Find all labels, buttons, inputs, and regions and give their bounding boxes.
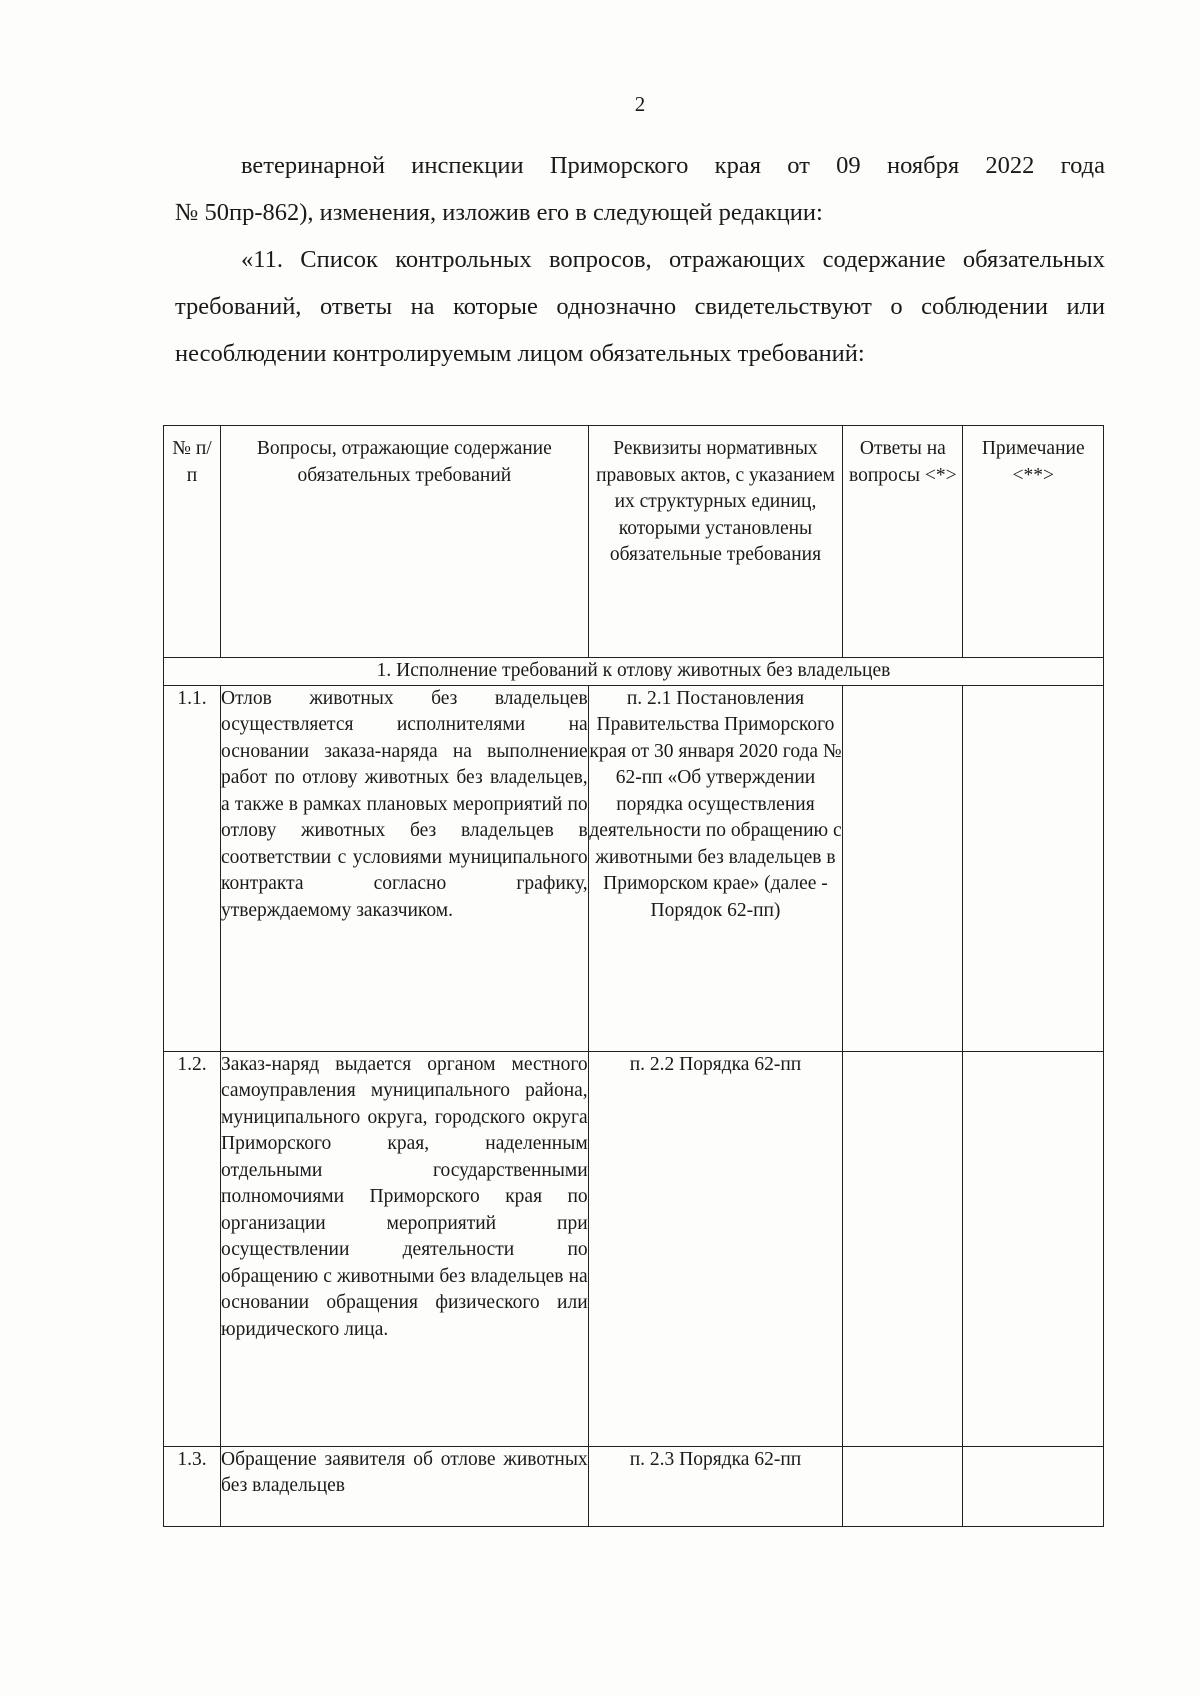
header-question: Вопросы, отражающие содержание обязательных требований [221,426,589,658]
intro-paragraph: «11. Список контрольных вопросов, отражающих содержание обязательных требований, ответы на которые однозначно свидетельствуют о соблюдении или несоблюдении контролируемым лицом обязательных требований: [175,246,1105,367]
table-row [164,1051,1104,1446]
row-answer [843,1446,963,1526]
section-heading-row [164,658,1104,686]
row-note [963,685,1104,1051]
header-requisites: Реквизиты нормативных правовых актов, с указанием их структурных единиц, которыми установлены обязательные требования [588,426,843,658]
table-row [164,1446,1104,1526]
row-number: 1.1. [164,685,221,1051]
row-number: 1.2. [164,1051,221,1446]
page-number: 2 [634,92,646,116]
row-requisites: п. 2.3 Порядка 62-пп [588,1446,843,1526]
row-requisites: п. 2.2 Порядка 62-пп [588,1051,843,1446]
section-heading: 1. Исполнение требований к отлову животных без владельцев [164,658,1104,686]
row-question: Обращение заявителя об отлове животных без владельцев [221,1446,589,1526]
row-note [963,1051,1104,1446]
intro-line-2: № 50пр-862), изменения, изложив его в следующей редакции: [175,199,823,226]
checklist-table [163,425,1104,1527]
row-answer [843,1051,963,1446]
row-note [963,1446,1104,1526]
row-answer [843,685,963,1051]
row-requisites: п. 2.1 Постановления Правительства Приморского края от 30 января 2020 года № 62-пп «Об утверждении порядка осуществления деятельности по обращению с животными без владельцев в Приморском крае» (далее - Порядок 62-пп) [588,685,843,1051]
header-answers: Ответы на вопросы <*> [843,426,963,658]
table-header-row [164,426,1104,658]
header-num: № п/п [164,426,221,658]
table-row [164,685,1104,1051]
row-question: Заказ-наряд выдается органом местного самоуправления муниципального района, муниципального округа, городского округа Приморского края, наделенным отдельными государственными полномочиями Приморского края по организации мероприятий при осуществлении деятельности по обращению с животными без владельцев на основании обращения физического или юридического лица. [221,1051,589,1446]
row-number: 1.3. [164,1446,221,1526]
intro-line-1: ветеринарной инспекции Приморского края от 09 ноября 2022 года [241,152,1105,179]
intro-text [175,142,1105,377]
row-question: Отлов животных без владельцев осуществляется исполнителями на основании заказа-наряда на выполнение работ по отлову животных без владельцев, а также в рамках плановых мероприятий по отлову животных без владельцев в соответствии с условиями муниципального контракта согласно графику, утверждаемому заказчиком. [221,685,589,1051]
header-note: Примечание <**> [963,426,1104,658]
